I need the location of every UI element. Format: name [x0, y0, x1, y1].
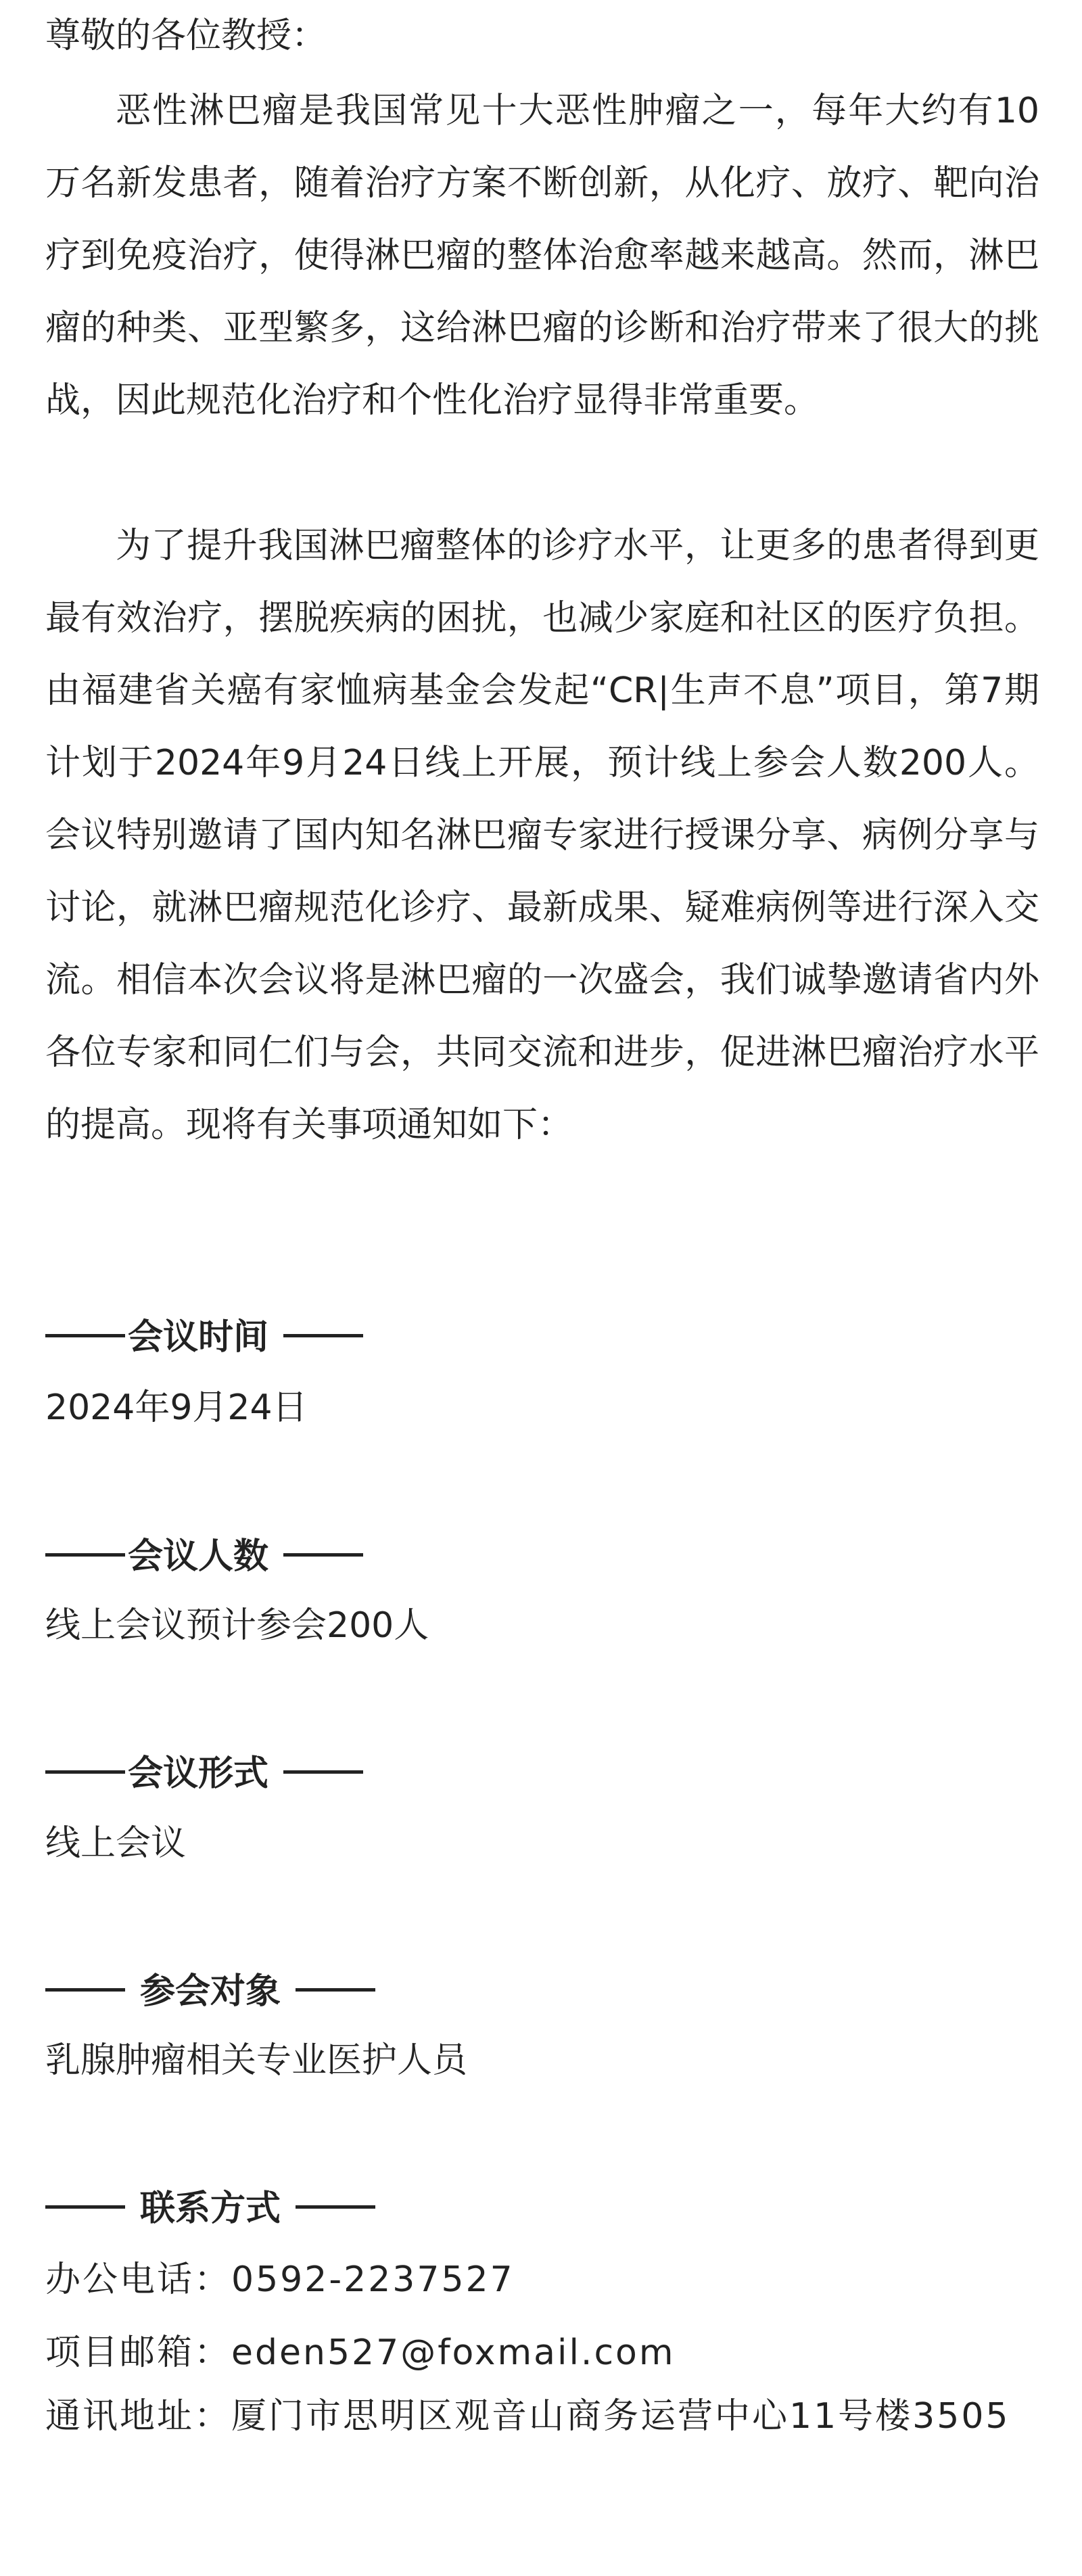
section-heading-time [45, 1310, 1039, 1365]
intro-paragraph-1 [45, 75, 1039, 437]
intro-paragraph-2 [45, 510, 1039, 1162]
salutation: 尊敬的各位教授： [45, 16, 327, 56]
format-value: 线上会议 [45, 1823, 187, 1864]
heading-dash-right [296, 2205, 375, 2209]
section-heading-contact-label: 联系方式 [140, 2188, 281, 2229]
section-heading-attendance [45, 1529, 1039, 1584]
audience-value: 乳腺肿瘤相关专业医护人员 [45, 2040, 468, 2081]
intro-paragraph-2-text: 为了提升我国淋巴瘤整体的诊疗水平，让更多的患者得到更最有效治疗，摆脱疾病的困扰，也减少家庭和社区的医疗负担。由福建省关癌有家恤病基金会发起“CR|生声不息”项目，第7期计划于2024年9月24日线上开展，预计线上参会人数200人。会议特别邀请了国内知名淋巴瘤专家进行授课分享、病例分享与讨论，就淋巴瘤规范化诊疗、最新成果、疑难病例等进行深入交流。相信本次会议将是淋巴瘤的一次盛会，我们诚挚邀请省内外各位专家和同仁们与会，共同交流和进步，促进淋巴瘤治疗水平的提高。现将有关事项通知如下： [45, 526, 1039, 1145]
section-heading-time-label: 会议时间 [128, 1317, 269, 1358]
section-heading-attendance-label: 会议人数 [128, 1536, 269, 1577]
heading-dash-left [45, 1988, 125, 1992]
contact-phone [45, 2252, 1039, 2307]
section-heading-audience [45, 1964, 1039, 2019]
intro-paragraph-1-text: 恶性淋巴瘤是我国常见十大恶性肿瘤之一，每年大约有10万名新发患者，随着治疗方案不断创新，从化疗、放疗、靶向治疗到免疫治疗，使得淋巴瘤的整体治愈率越来越高。然而，淋巴瘤的种类、亚型繁多，这给淋巴瘤的诊断和治疗带来了很大的挑战，因此规范化治疗和个性化治疗显得非常重要。 [45, 91, 1039, 421]
contact-email [45, 2325, 1039, 2380]
heading-dash-left [45, 1553, 125, 1557]
contact-phone-number: 0592-2237527 [231, 2259, 515, 2300]
heading-dash-right [283, 1334, 363, 1337]
contact-email-address: eden527@foxmail.com [231, 2332, 676, 2373]
heading-dash-left [45, 1334, 125, 1337]
heading-dash-right [283, 1553, 363, 1557]
contact-address-value: 厦门市思明区观音山商务运营中心11号楼3505 [231, 2396, 1010, 2437]
contact-phone-label: 办公电话： [45, 2259, 232, 2300]
heading-dash-left [45, 1770, 125, 1774]
heading-dash-right [283, 1770, 363, 1774]
contact-address [45, 2380, 1039, 2453]
heading-dash-left [45, 2205, 125, 2209]
section-heading-audience-label: 参会对象 [140, 1971, 281, 2012]
heading-dash-right [296, 1988, 375, 1992]
section-heading-format [45, 1746, 1039, 1801]
section-heading-format-label: 会议形式 [128, 1753, 269, 1794]
section-heading-contact [45, 2181, 1039, 2236]
attendance-value: 线上会议预计参会200人 [45, 1605, 429, 1646]
contact-email-label: 项目邮箱： [45, 2332, 232, 2373]
meeting-date: 2024年9月24日 [45, 1387, 308, 1428]
contact-address-label: 通讯地址： [45, 2396, 232, 2437]
